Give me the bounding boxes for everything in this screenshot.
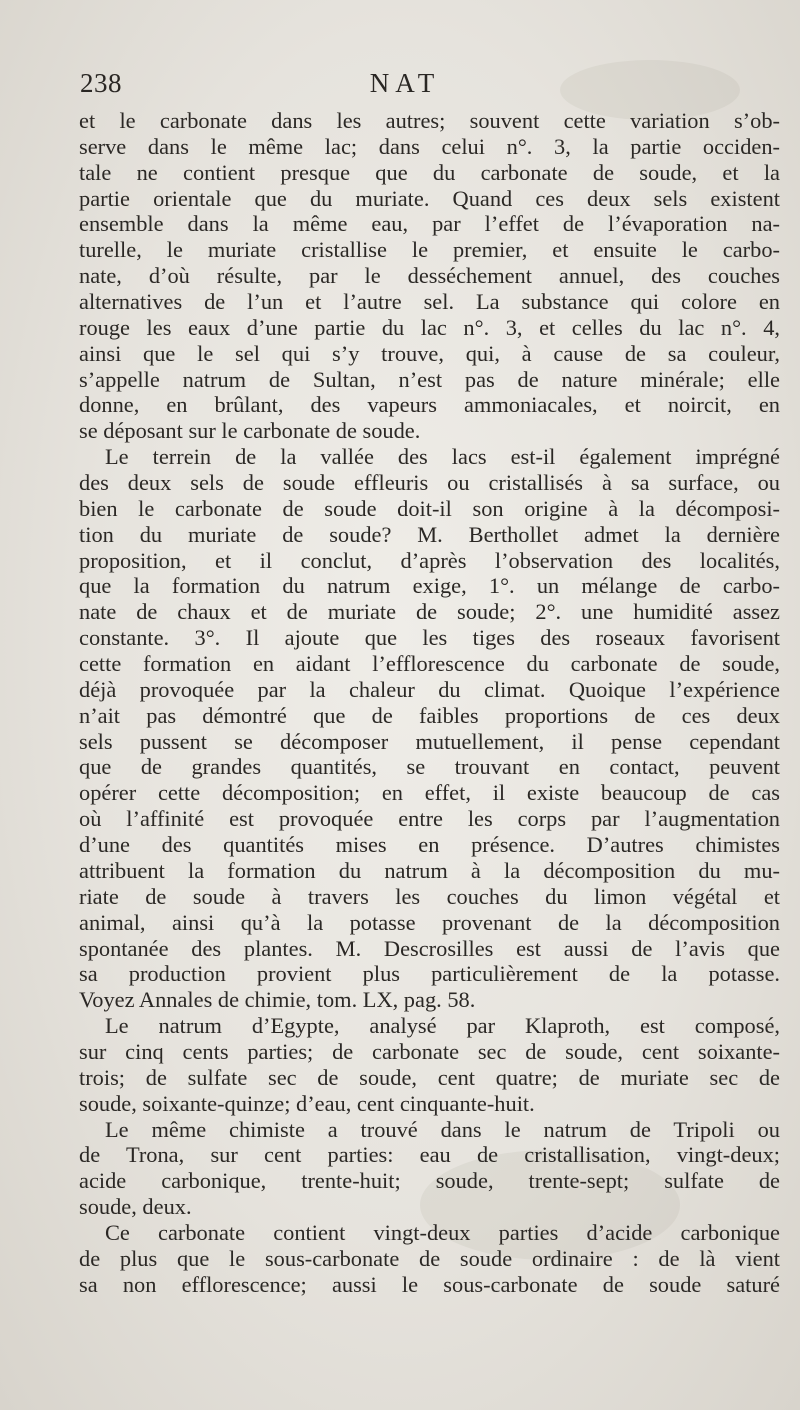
text-line: soude, soixante-quinze; d’eau, cent cinquante-huit. bbox=[79, 1090, 535, 1116]
text-line: d’une des quantités mises en présence. D’autres chimistes bbox=[79, 832, 780, 858]
text-line: bien le carbonate de soude doit-il son origine à la décomposi- bbox=[79, 495, 780, 521]
text-line: constante. 3°. Il ajoute que les tiges des roseaux favorisent bbox=[79, 625, 780, 651]
text-line: des deux sels de soude effleuris ou cristallisés à sa surface, ou bbox=[79, 470, 780, 496]
text-line: soude, deux. bbox=[79, 1194, 192, 1220]
text-line: ensemble dans la même eau, par l’effet de l’évaporation na- bbox=[79, 211, 780, 237]
text-line: attribuent la formation du natrum à la décomposition du mu- bbox=[79, 857, 780, 883]
text-line: sur cinq cents parties; de carbonate sec de soude, cent soixante- bbox=[79, 1038, 780, 1064]
text-line: déjà provoquée par la chaleur du climat. Quoique l’expérience bbox=[79, 676, 780, 702]
text-line: turelle, le muriate cristallise le premier, et ensuite le carbo- bbox=[79, 237, 780, 263]
text-line: où l’affinité est provoquée entre les corps par l’augmentation bbox=[79, 806, 780, 832]
text-line: donne, en brûlant, des vapeurs ammoniacales, et noircit, en bbox=[79, 392, 780, 418]
text-line: spontanée des plantes. M. Descrosilles est aussi de l’avis que bbox=[79, 935, 780, 961]
text-line: s’appelle natrum de Sultan, n’est pas de nature minérale; elle bbox=[79, 366, 780, 392]
text-line: partie orientale que du muriate. Quand ces deux sels existent bbox=[79, 185, 780, 211]
text-line: nate, d’où résulte, par le desséchement annuel, des couches bbox=[79, 263, 780, 289]
text-line: Le même chimiste a trouvé dans le natrum de Tripoli ou bbox=[105, 1116, 780, 1142]
text-line: de Trona, sur cent parties: eau de cristallisation, vingt-deux; bbox=[79, 1142, 780, 1168]
text-line: n’ait pas démontré que de faibles proportions de ces deux bbox=[79, 702, 780, 728]
text-line: nate de chaux et de muriate de soude; 2°. une humidité assez bbox=[79, 599, 780, 625]
body-text bbox=[79, 108, 780, 1298]
text-line: serve dans le même lac; dans celui n°. 3, la partie occiden- bbox=[79, 133, 780, 159]
text-line: alternatives de l’un et l’autre sel. La substance qui colore en bbox=[79, 289, 780, 315]
text-line: se déposant sur le carbonate de soude. bbox=[79, 418, 421, 444]
text-line: cette formation en aidant l’efflorescence du carbonate de soude, bbox=[79, 651, 780, 677]
text-line: sa non efflorescence; aussi le sous-carbonate de soude saturé bbox=[79, 1271, 780, 1297]
text-line: acide carbonique, trente-huit; soude, trente-sept; sulfate de bbox=[79, 1168, 780, 1194]
text-line: tale ne contient presque que du carbonate de soude, et la bbox=[79, 159, 780, 185]
text-line: Le natrum d’Egypte, analysé par Klaproth, est composé, bbox=[105, 1013, 780, 1039]
text-line: sa production provient plus particulièrement de la potasse. bbox=[79, 961, 780, 987]
text-line: Le terrein de la vallée des lacs est-il également imprégné bbox=[105, 444, 780, 470]
text-line: et le carbonate dans les autres; souvent cette variation s’ob- bbox=[79, 108, 780, 133]
text-line: proposition, et il conclut, d’après l’observation des localités, bbox=[79, 547, 780, 573]
text-line: Ce carbonate contient vingt-deux parties d’acide carbonique bbox=[105, 1219, 780, 1245]
running-head: NAT bbox=[369, 68, 441, 98]
text-line: que de grandes quantités, se trouvant en contact, peuvent bbox=[79, 754, 780, 780]
text-line: que la formation du natrum exige, 1°. un mélange de carbo- bbox=[79, 573, 780, 599]
page-number: 238 bbox=[80, 68, 122, 98]
text-line: opérer cette décomposition; en effet, il existe beaucoup de cas bbox=[79, 780, 780, 806]
text-line: de plus que le sous-carbonate de soude ordinaire : de là vient bbox=[79, 1245, 780, 1271]
text-line: riate de soude à travers les couches du limon végétal et bbox=[79, 883, 780, 909]
text-line: rouge les eaux d’une partie du lac n°. 3, et celles du lac n°. 4, bbox=[79, 314, 780, 340]
text-line: tion du muriate de soude? M. Berthollet admet la dernière bbox=[79, 521, 780, 547]
text-line: ainsi que le sel qui s’y trouve, qui, à cause de sa couleur, bbox=[79, 340, 780, 366]
text-line: trois; de sulfate sec de soude, cent quatre; de muriate sec de bbox=[79, 1064, 780, 1090]
text-line: Voyez Annales de chimie, tom. LX, pag. 58. bbox=[79, 987, 476, 1013]
text-line: sels pussent se décomposer mutuellement, il pense cependant bbox=[79, 728, 780, 754]
text-line: animal, ainsi qu’à la potasse provenant de la décomposition bbox=[79, 909, 780, 935]
